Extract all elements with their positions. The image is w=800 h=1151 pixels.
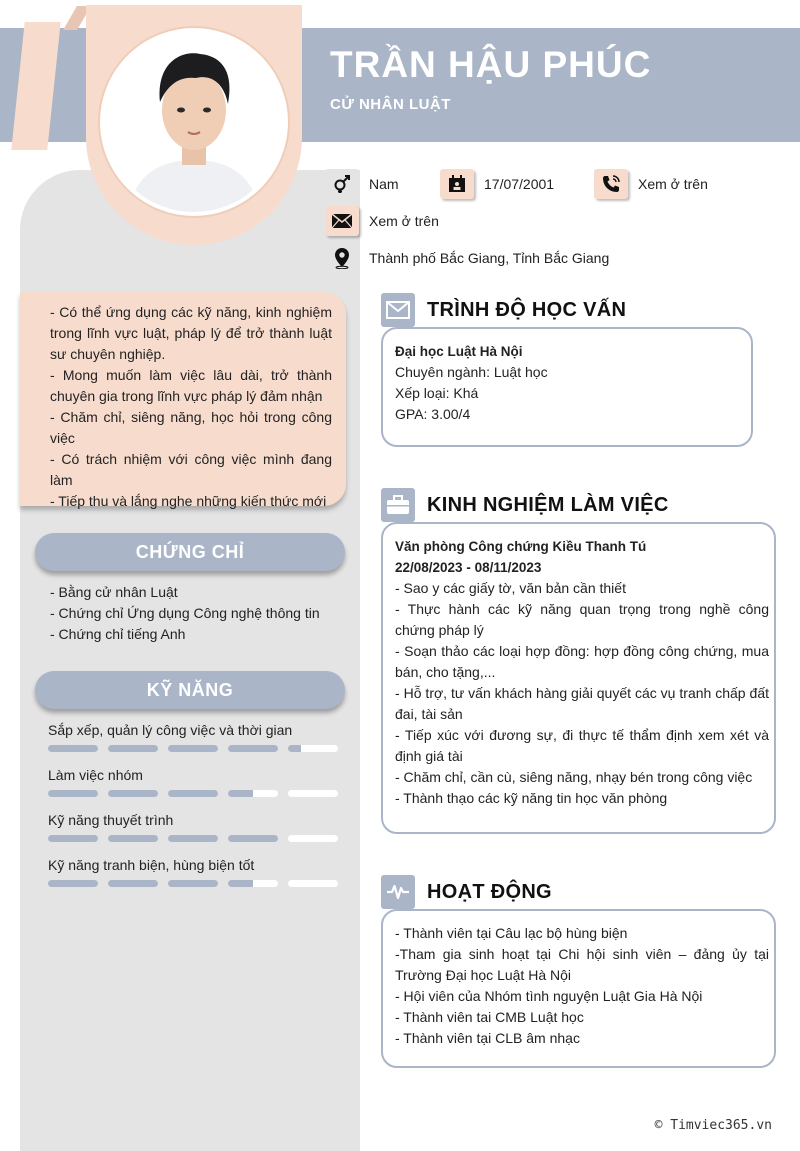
- address-value: Thành phố Bắc Giang, Tỉnh Bắc Giang: [369, 250, 610, 266]
- experience-line: - Sao y các giấy tờ, văn bản cần thiết: [395, 580, 626, 596]
- email-row: [325, 206, 439, 236]
- activities-title: HOẠT ĐỘNG: [427, 880, 552, 903]
- skill-bar-segment: [48, 790, 98, 797]
- certificate-item: - Chứng chỉ Ứng dụng Công nghệ thông tin: [50, 605, 320, 621]
- skill-bar-segment: [228, 745, 278, 752]
- objective-line: - Chăm chỉ, siêng năng, học hỏi trong công việc: [50, 409, 332, 446]
- activity-line: - Thành viên tại Câu lạc bộ hùng biện: [395, 925, 628, 941]
- pulse-icon: [381, 875, 415, 909]
- skill-bar-fill: [108, 835, 158, 842]
- profile-photo: [100, 28, 288, 216]
- education-heading: [381, 293, 626, 327]
- education-title: TRÌNH ĐỘ HỌC VẤN: [427, 298, 627, 321]
- skill-bar-segment: [48, 745, 98, 752]
- envelope-icon: [381, 293, 415, 327]
- skill-bar-fill: [168, 745, 218, 752]
- skill-bar-segment: [228, 835, 278, 842]
- skill-bar-segment: [228, 880, 278, 887]
- skill-bar-segment: [108, 835, 158, 842]
- skill-bar-fill: [168, 835, 218, 842]
- skill-bar-segment: [168, 835, 218, 842]
- objective-line: - Có trách nhiệm với công việc mình đang làm: [50, 451, 332, 488]
- activity-line: -Tham gia sinh hoạt tại Chi hội sinh viên – đảng ủy tại Trường Đại học Luật Hà Nội: [395, 946, 769, 983]
- skill-item: [48, 721, 340, 752]
- activity-line: - Thành viên tại CLB âm nhạc: [395, 1030, 580, 1046]
- experience-line: - Soạn thảo các loại hợp đồng: hợp đồng công chứng, mua bán, cho tặng,...: [395, 643, 769, 680]
- experience-line: - Tiếp xúc với đương sự, đi thực tế thẩm định xem xét và định giá tài: [395, 727, 769, 764]
- skill-bar-segment: [168, 790, 218, 797]
- skill-bar-segment: [168, 745, 218, 752]
- phone-row: [594, 169, 708, 199]
- objective-line: - Tiếp thu và lắng nghe những kiến thức mới: [50, 493, 327, 509]
- education-line: Chuyên ngành: Luật học: [395, 364, 548, 380]
- person-avatar-icon: [104, 32, 284, 212]
- skill-bar-fill: [228, 745, 278, 752]
- skill-bar-fill: [288, 745, 301, 752]
- experience-box: [381, 522, 776, 834]
- certificates-list: [50, 582, 320, 645]
- skills-title: KỸ NĂNG: [35, 671, 345, 709]
- skill-level-bar: [48, 745, 340, 752]
- skill-bar-fill: [108, 880, 158, 887]
- skill-name: Kỹ năng tranh biện, hùng biện tốt: [48, 857, 255, 873]
- education-box: [381, 327, 753, 447]
- location-pin-icon: [325, 243, 359, 273]
- candidate-job-title: CỬ NHÂN LUẬT: [330, 96, 451, 113]
- skill-bar-segment: [108, 790, 158, 797]
- experience-line: - Chăm chỉ, cần cù, siêng năng, nhạy bén trong công việc: [395, 769, 753, 785]
- skill-bar-fill: [48, 880, 98, 887]
- skill-bar-segment: [288, 880, 338, 887]
- skill-name: Kỹ năng thuyết trình: [48, 812, 174, 828]
- skill-item: [48, 766, 340, 797]
- birthday-row: [440, 169, 554, 199]
- candidate-name: TRẦN HẬU PHÚC: [330, 44, 652, 85]
- activity-line: - Hội viên của Nhóm tình nguyện Luật Gia Hà Nội: [395, 988, 703, 1004]
- skill-item: [48, 811, 340, 842]
- skill-bar-segment: [228, 790, 278, 797]
- gender-value: Nam: [369, 176, 399, 192]
- skill-name: Sắp xếp, quản lý công việc và thời gian: [48, 722, 293, 738]
- certificates-title: CHỨNG CHỈ: [35, 533, 345, 571]
- watermark: © Timviec365.vn: [654, 1118, 772, 1133]
- skill-bar-segment: [288, 745, 338, 752]
- experience-title: KINH NGHIỆM LÀM VIỆC: [427, 493, 669, 516]
- education-school: Đại học Luật Hà Nội: [395, 344, 523, 359]
- certificate-item: - Chứng chỉ tiếng Anh: [50, 626, 186, 642]
- skill-bar-segment: [168, 880, 218, 887]
- objective-line: - Có thể ứng dụng các kỹ năng, kinh nghiệm trong lĩnh vực luật, pháp lý để trở thành luật sư chuyên nghiệp.: [50, 304, 332, 362]
- career-objective: [20, 292, 346, 509]
- skill-bar-fill: [168, 790, 218, 797]
- certificate-item: - Bằng cử nhân Luật: [50, 584, 178, 600]
- gender-row: [325, 169, 399, 199]
- activity-line: - Thành viên tai CMB Luật học: [395, 1009, 584, 1025]
- phone-icon: [594, 169, 628, 199]
- briefcase-icon: [381, 488, 415, 522]
- birthday-value: 17/07/2001: [484, 176, 555, 192]
- skill-name: Làm việc nhóm: [48, 767, 143, 783]
- skill-bar-fill: [228, 880, 253, 887]
- skill-bar-segment: [108, 880, 158, 887]
- skill-level-bar: [48, 790, 340, 797]
- education-line: GPA: 3.00/4: [395, 406, 471, 422]
- skill-bar-segment: [48, 835, 98, 842]
- gender-icon: [325, 169, 359, 199]
- education-line: Xếp loại: Khá: [395, 385, 479, 401]
- skill-bar-segment: [108, 745, 158, 752]
- experience-period: 22/08/2023 - 08/11/2023: [395, 560, 542, 575]
- skill-level-bar: [48, 880, 340, 887]
- skill-bar-fill: [168, 880, 218, 887]
- left-column-panel-tail: [300, 1065, 360, 1151]
- experience-line: - Thành thạo các kỹ năng tin học văn phòng: [395, 790, 668, 806]
- skill-bar-fill: [48, 790, 98, 797]
- skill-item: [48, 856, 340, 887]
- skill-bar-fill: [108, 745, 158, 752]
- skill-bar-segment: [288, 790, 338, 797]
- skill-bar-segment: [48, 880, 98, 887]
- email-value: Xem ở trên: [369, 213, 439, 229]
- skill-bar-fill: [48, 745, 98, 752]
- activities-box: [381, 909, 776, 1068]
- email-icon: [325, 206, 359, 236]
- calendar-icon: [440, 169, 474, 199]
- experience-company: Văn phòng Công chứng Kiều Thanh Tú: [395, 539, 647, 554]
- objective-line: - Mong muốn làm việc lâu dài, trở thành chuyên gia trong lĩnh vực pháp lý đảm nhận: [50, 367, 332, 404]
- experience-heading: [381, 488, 669, 522]
- experience-line: - Thực hành các kỹ năng quan trọng trong nghề công chứng pháp lý: [395, 601, 769, 638]
- phone-value: Xem ở trên: [638, 176, 708, 192]
- address-row: [325, 243, 609, 273]
- skill-bar-fill: [228, 835, 278, 842]
- skill-bar-fill: [48, 835, 98, 842]
- skill-level-bar: [48, 835, 340, 842]
- skill-bar-fill: [108, 790, 158, 797]
- experience-line: - Hỗ trợ, tư vấn khách hàng giải quyết các vụ tranh chấp đất đai, tài sản: [395, 685, 769, 722]
- skill-bar-fill: [228, 790, 253, 797]
- activities-heading: [381, 875, 552, 909]
- skill-bar-segment: [288, 835, 338, 842]
